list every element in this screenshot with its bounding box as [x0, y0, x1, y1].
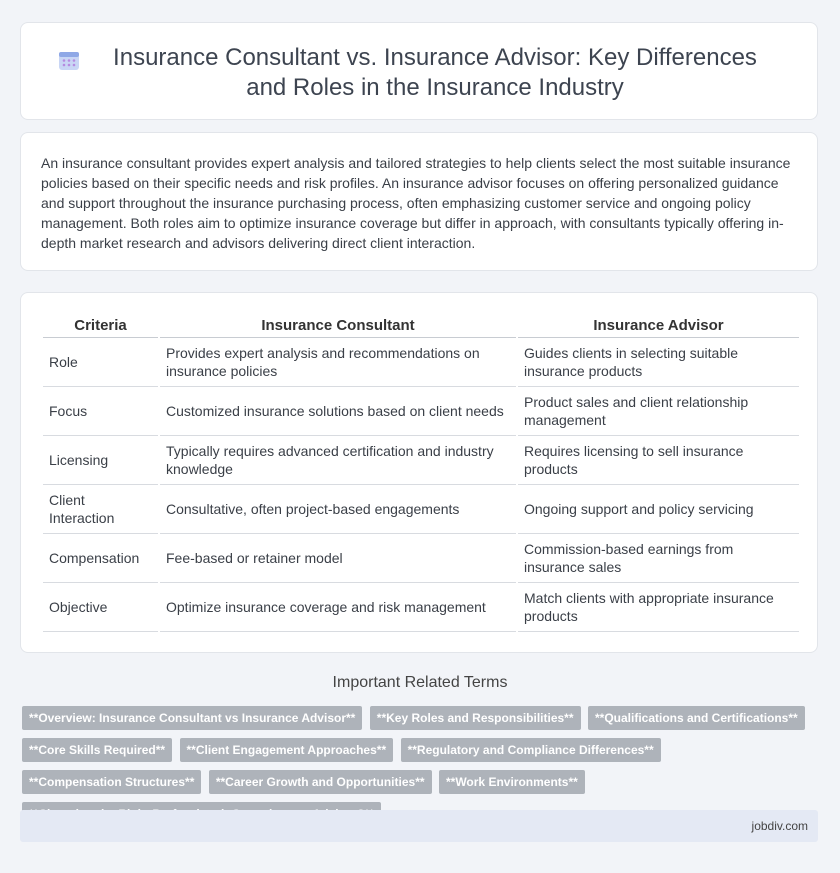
related-tag[interactable]: **Key Roles and Responsibilities** [370, 706, 581, 730]
header-card [20, 22, 818, 120]
row-advisor: Product sales and client relationship management [518, 387, 799, 436]
row-consultant: Fee-based or retainer model [160, 534, 516, 583]
related-tag[interactable]: **Overview: Insurance Consultant vs Insurance Advisor** [22, 706, 362, 730]
related-tag[interactable]: **Client Engagement Approaches** [180, 738, 394, 762]
footer-site[interactable]: jobdiv.com [751, 819, 808, 833]
row-criteria: Focus [43, 387, 158, 436]
related-tag[interactable]: **Career Growth and Opportunities** [209, 770, 432, 794]
table-row [43, 583, 799, 632]
row-advisor: Guides clients in selecting suitable insurance products [518, 338, 799, 387]
header-advisor: Insurance Advisor [518, 313, 799, 338]
row-advisor: Requires licensing to sell insurance products [518, 436, 799, 485]
header-criteria: Criteria [43, 313, 158, 338]
row-criteria: Compensation [43, 534, 158, 583]
row-advisor: Commission-based earnings from insurance sales [518, 534, 799, 583]
row-consultant: Typically requires advanced certification and industry knowledge [160, 436, 516, 485]
intro-paragraph: An insurance consultant provides expert analysis and tailored strategies to help clients select the most suitable insurance policies based on their specific needs and risk profiles. An insurance advisor focuses on offering personalized guidance and support throughout the insurance purchasing process, often emphasizing customer service and ongoing policy management. Both roles aim to optimize insurance coverage but differ in approach, with consultants typically offering in-depth market research and advisors delivering direct client interaction. [41, 155, 791, 251]
intro-card [20, 132, 818, 271]
related-terms-title: Important Related Terms [332, 674, 508, 691]
row-advisor: Ongoing support and policy servicing [518, 485, 799, 534]
page-title: Insurance Consultant vs. Insurance Advisor: Key Differences and Roles in the Insurance Industry [113, 44, 757, 101]
table-row [43, 485, 799, 534]
comparison-table [41, 313, 801, 632]
footer [20, 810, 818, 842]
row-consultant: Customized insurance solutions based on client needs [160, 387, 516, 436]
comparison-card [20, 292, 818, 653]
row-criteria: Objective [43, 583, 158, 632]
related-tag[interactable]: **Qualifications and Certifications** [588, 706, 805, 730]
row-criteria: Role [43, 338, 158, 387]
row-criteria: Licensing [43, 436, 158, 485]
related-tag[interactable]: **Regulatory and Compliance Differences** [401, 738, 661, 762]
table-row [43, 436, 799, 485]
related-tag[interactable]: **Core Skills Required** [22, 738, 172, 762]
header-consultant: Insurance Consultant [160, 313, 516, 338]
row-consultant: Consultative, often project-based engagements [160, 485, 516, 534]
table-row [43, 338, 799, 387]
table-header-row [43, 313, 799, 338]
row-consultant: Optimize insurance coverage and risk management [160, 583, 516, 632]
row-consultant: Provides expert analysis and recommendations on insurance policies [160, 338, 516, 387]
table-row [43, 387, 799, 436]
related-tag[interactable]: **Compensation Structures** [22, 770, 201, 794]
table-row [43, 534, 799, 583]
related-tag[interactable]: **Work Environments** [439, 770, 585, 794]
row-advisor: Match clients with appropriate insurance products [518, 583, 799, 632]
row-criteria: Client Interaction [43, 485, 158, 534]
